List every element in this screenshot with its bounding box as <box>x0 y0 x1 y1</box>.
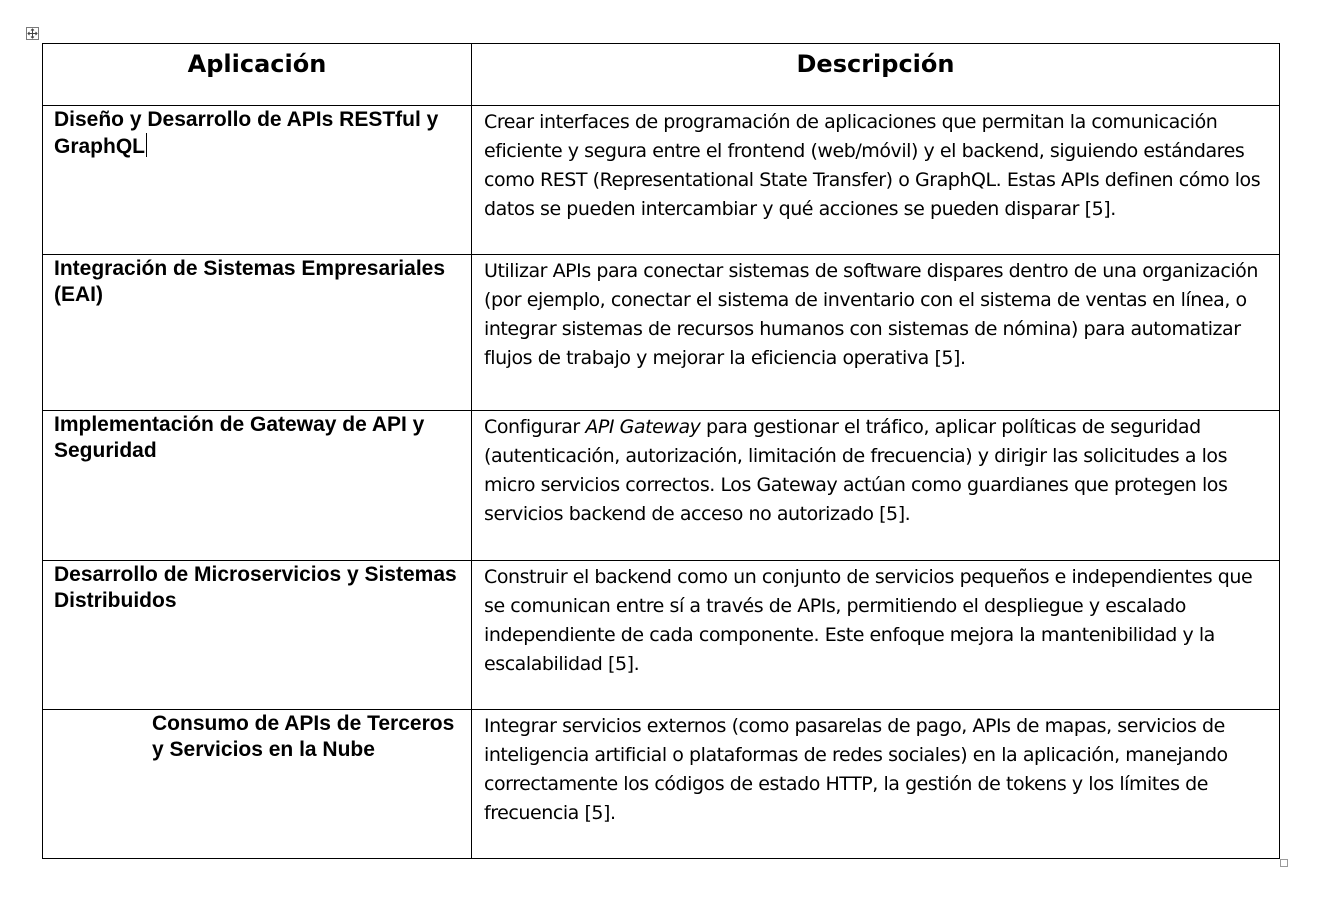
cell-description[interactable]: Crear interfaces de programación de aplicaciones que permitan la comunicación eficiente y segura entre el frontend (web/móvil) y el backend, siguiendo estándares como REST (Representational State Transfer) o GraphQL. Estas APIs definen cómo los datos se pueden intercambiar y qué acciones se pueden disparar [5]. <box>472 106 1280 255</box>
cell-description[interactable]: Construir el backend como un conjunto de servicios pequeños e independientes que se comunican entre sí a través de APIs, permitiendo el despliegue y escalado independiente de cada componente. Este enfoque mejora la mantenibilidad y la escalabilidad [5]. <box>472 561 1280 710</box>
cell-application[interactable]: Implementación de Gateway de API y Seguridad <box>43 411 472 561</box>
application-text: Consumo de APIs de Terceros y Servicios en la Nube <box>152 712 455 761</box>
table-row <box>43 411 1280 561</box>
cell-description[interactable]: Integrar servicios externos (como pasarelas de pago, APIs de mapas, servicios de inteligencia artificial o plataformas de redes sociales) en la aplicación, manejando correctamente los códigos de estado HTTP, la gestión de tokens y los límites de frecuencia [5]. <box>472 710 1280 859</box>
header-application[interactable]: Aplicación <box>43 44 472 106</box>
table-move-handle[interactable] <box>26 27 39 40</box>
description-text-end: para gestionar el tráfico, aplicar políticas de seguridad (autenticación, autorización, limitación de frecuencia) y dirigir las solicitudes a los micro servicios correctos. Los Gateway actúan como guardianes que protegen los servicios backend de acceso no autorizado [5]. <box>484 416 1228 525</box>
cell-application[interactable]: Desarrollo de Microservicios y Sistemas Distribuidos <box>43 561 472 710</box>
header-description[interactable]: Descripción <box>472 44 1280 106</box>
cell-description[interactable]: Utilizar APIs para conectar sistemas de software dispares dentro de una organización (por ejemplo, conectar el sistema de inventario con el sistema de ventas en línea, o integrar sistemas de recursos humanos con sistemas de nómina) para automatizar flujos de trabajo y mejorar la eficiencia operativa [5]. <box>472 255 1280 411</box>
table-resize-handle[interactable] <box>1280 859 1288 867</box>
table-row <box>43 710 1280 859</box>
move-arrows-icon <box>27 28 38 39</box>
table-row <box>43 561 1280 710</box>
table-row <box>43 106 1280 255</box>
description-text-start: Configurar <box>484 416 586 438</box>
cell-description[interactable] <box>472 411 1280 561</box>
application-text: Diseño y Desarrollo de APIs RESTful y GraphQL <box>54 108 439 158</box>
text-cursor <box>146 133 147 157</box>
cell-application[interactable] <box>43 710 472 859</box>
table-row <box>43 255 1280 411</box>
description-italic-term: API Gateway <box>585 416 701 438</box>
cell-application[interactable] <box>43 106 472 255</box>
table-header-row <box>43 44 1280 106</box>
cell-application[interactable]: Integración de Sistemas Empresariales (EAI) <box>43 255 472 411</box>
applications-table <box>42 43 1280 859</box>
